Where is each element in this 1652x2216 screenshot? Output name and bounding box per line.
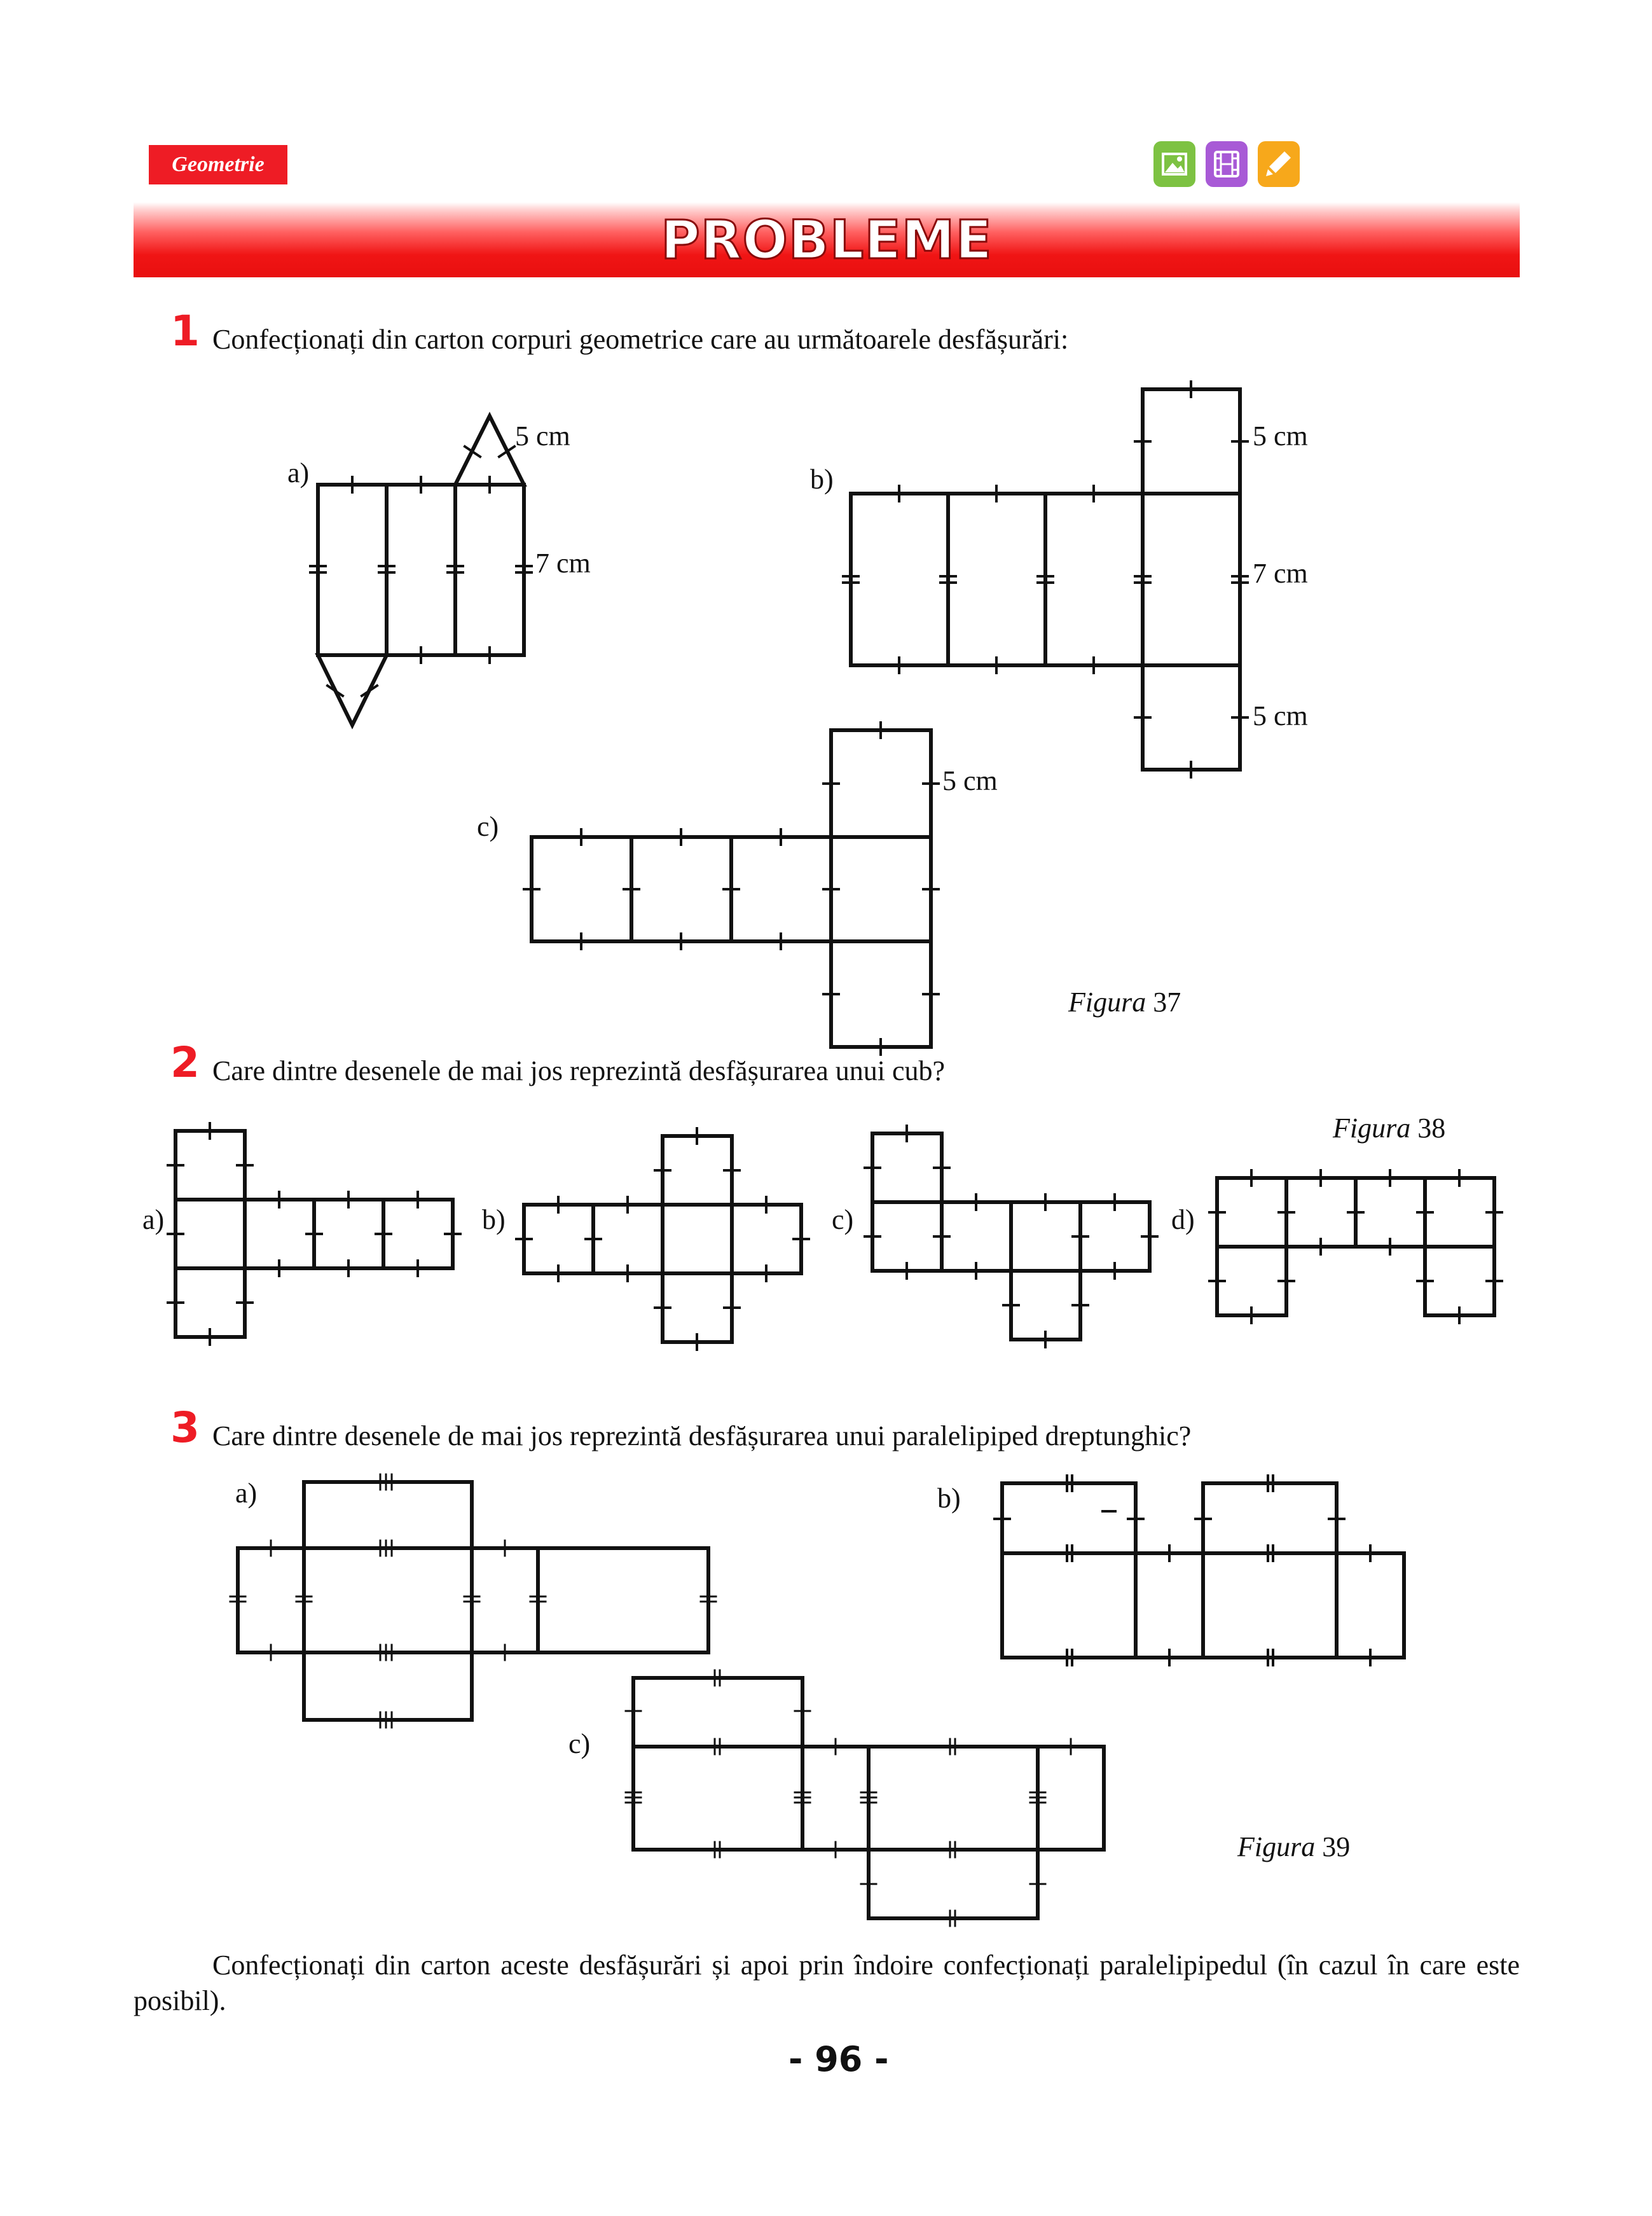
net-2d bbox=[1217, 1178, 1494, 1315]
net-3b-ticks bbox=[995, 1476, 1370, 1665]
problem-number: 2 bbox=[170, 1038, 200, 1087]
net-1a bbox=[318, 416, 524, 725]
page-number: - 96 - bbox=[788, 2039, 889, 2079]
net-label: b) bbox=[937, 1483, 961, 1514]
problem-number: 3 bbox=[170, 1403, 200, 1452]
net-label: a) bbox=[235, 1478, 258, 1509]
figure-caption: Figura 38 bbox=[1333, 1112, 1446, 1144]
net-2c bbox=[872, 1133, 1150, 1340]
problem-text: Care dintre desenele de mai jos reprezintă desfășurarea unui paralelipiped dreptunghic? bbox=[212, 1420, 1192, 1451]
dim-label: 5 cm bbox=[942, 765, 998, 796]
net-label: a) bbox=[287, 457, 310, 488]
net-2a-ticks bbox=[168, 1123, 460, 1345]
net-label: b) bbox=[482, 1204, 506, 1235]
net-label: b) bbox=[810, 464, 834, 495]
problem-text: Confecționați din carton corpuri geometrice care au următoarele desfășurări: bbox=[212, 324, 1069, 355]
dim-label: 5 cm bbox=[515, 420, 570, 452]
net-label: c) bbox=[568, 1728, 591, 1759]
dim-label: 5 cm bbox=[1253, 700, 1308, 731]
closing-paragraph: Confecționați din carton aceste desfășurări și apoi prin îndoire confecționați paralelipipedul (în cazul în care este posibil). bbox=[134, 1949, 1520, 2016]
page-title: PROBLEME bbox=[661, 209, 993, 271]
net-1b bbox=[851, 389, 1240, 770]
net-2b bbox=[524, 1136, 801, 1342]
section-tag: Geometrie bbox=[149, 145, 287, 184]
dim-label: 7 cm bbox=[535, 548, 591, 579]
net-label: d) bbox=[1171, 1204, 1195, 1235]
dim-label: 5 cm bbox=[1253, 420, 1308, 452]
problem-text: Care dintre desenele de mai jos reprezintă desfășurarea unui cub? bbox=[212, 1055, 946, 1086]
figure-caption: Figura 39 bbox=[1237, 1831, 1351, 1862]
net-3c-ticks bbox=[626, 1670, 1071, 1926]
dim-label: 7 cm bbox=[1253, 558, 1308, 589]
net-label: c) bbox=[832, 1204, 854, 1235]
net-3b bbox=[1002, 1483, 1404, 1658]
net-1c-ticks bbox=[524, 723, 939, 1055]
problem-number: 1 bbox=[170, 307, 200, 356]
net-label: a) bbox=[142, 1204, 165, 1235]
net-label: c) bbox=[477, 811, 499, 842]
figure-caption: Figura 37 bbox=[1068, 987, 1181, 1018]
